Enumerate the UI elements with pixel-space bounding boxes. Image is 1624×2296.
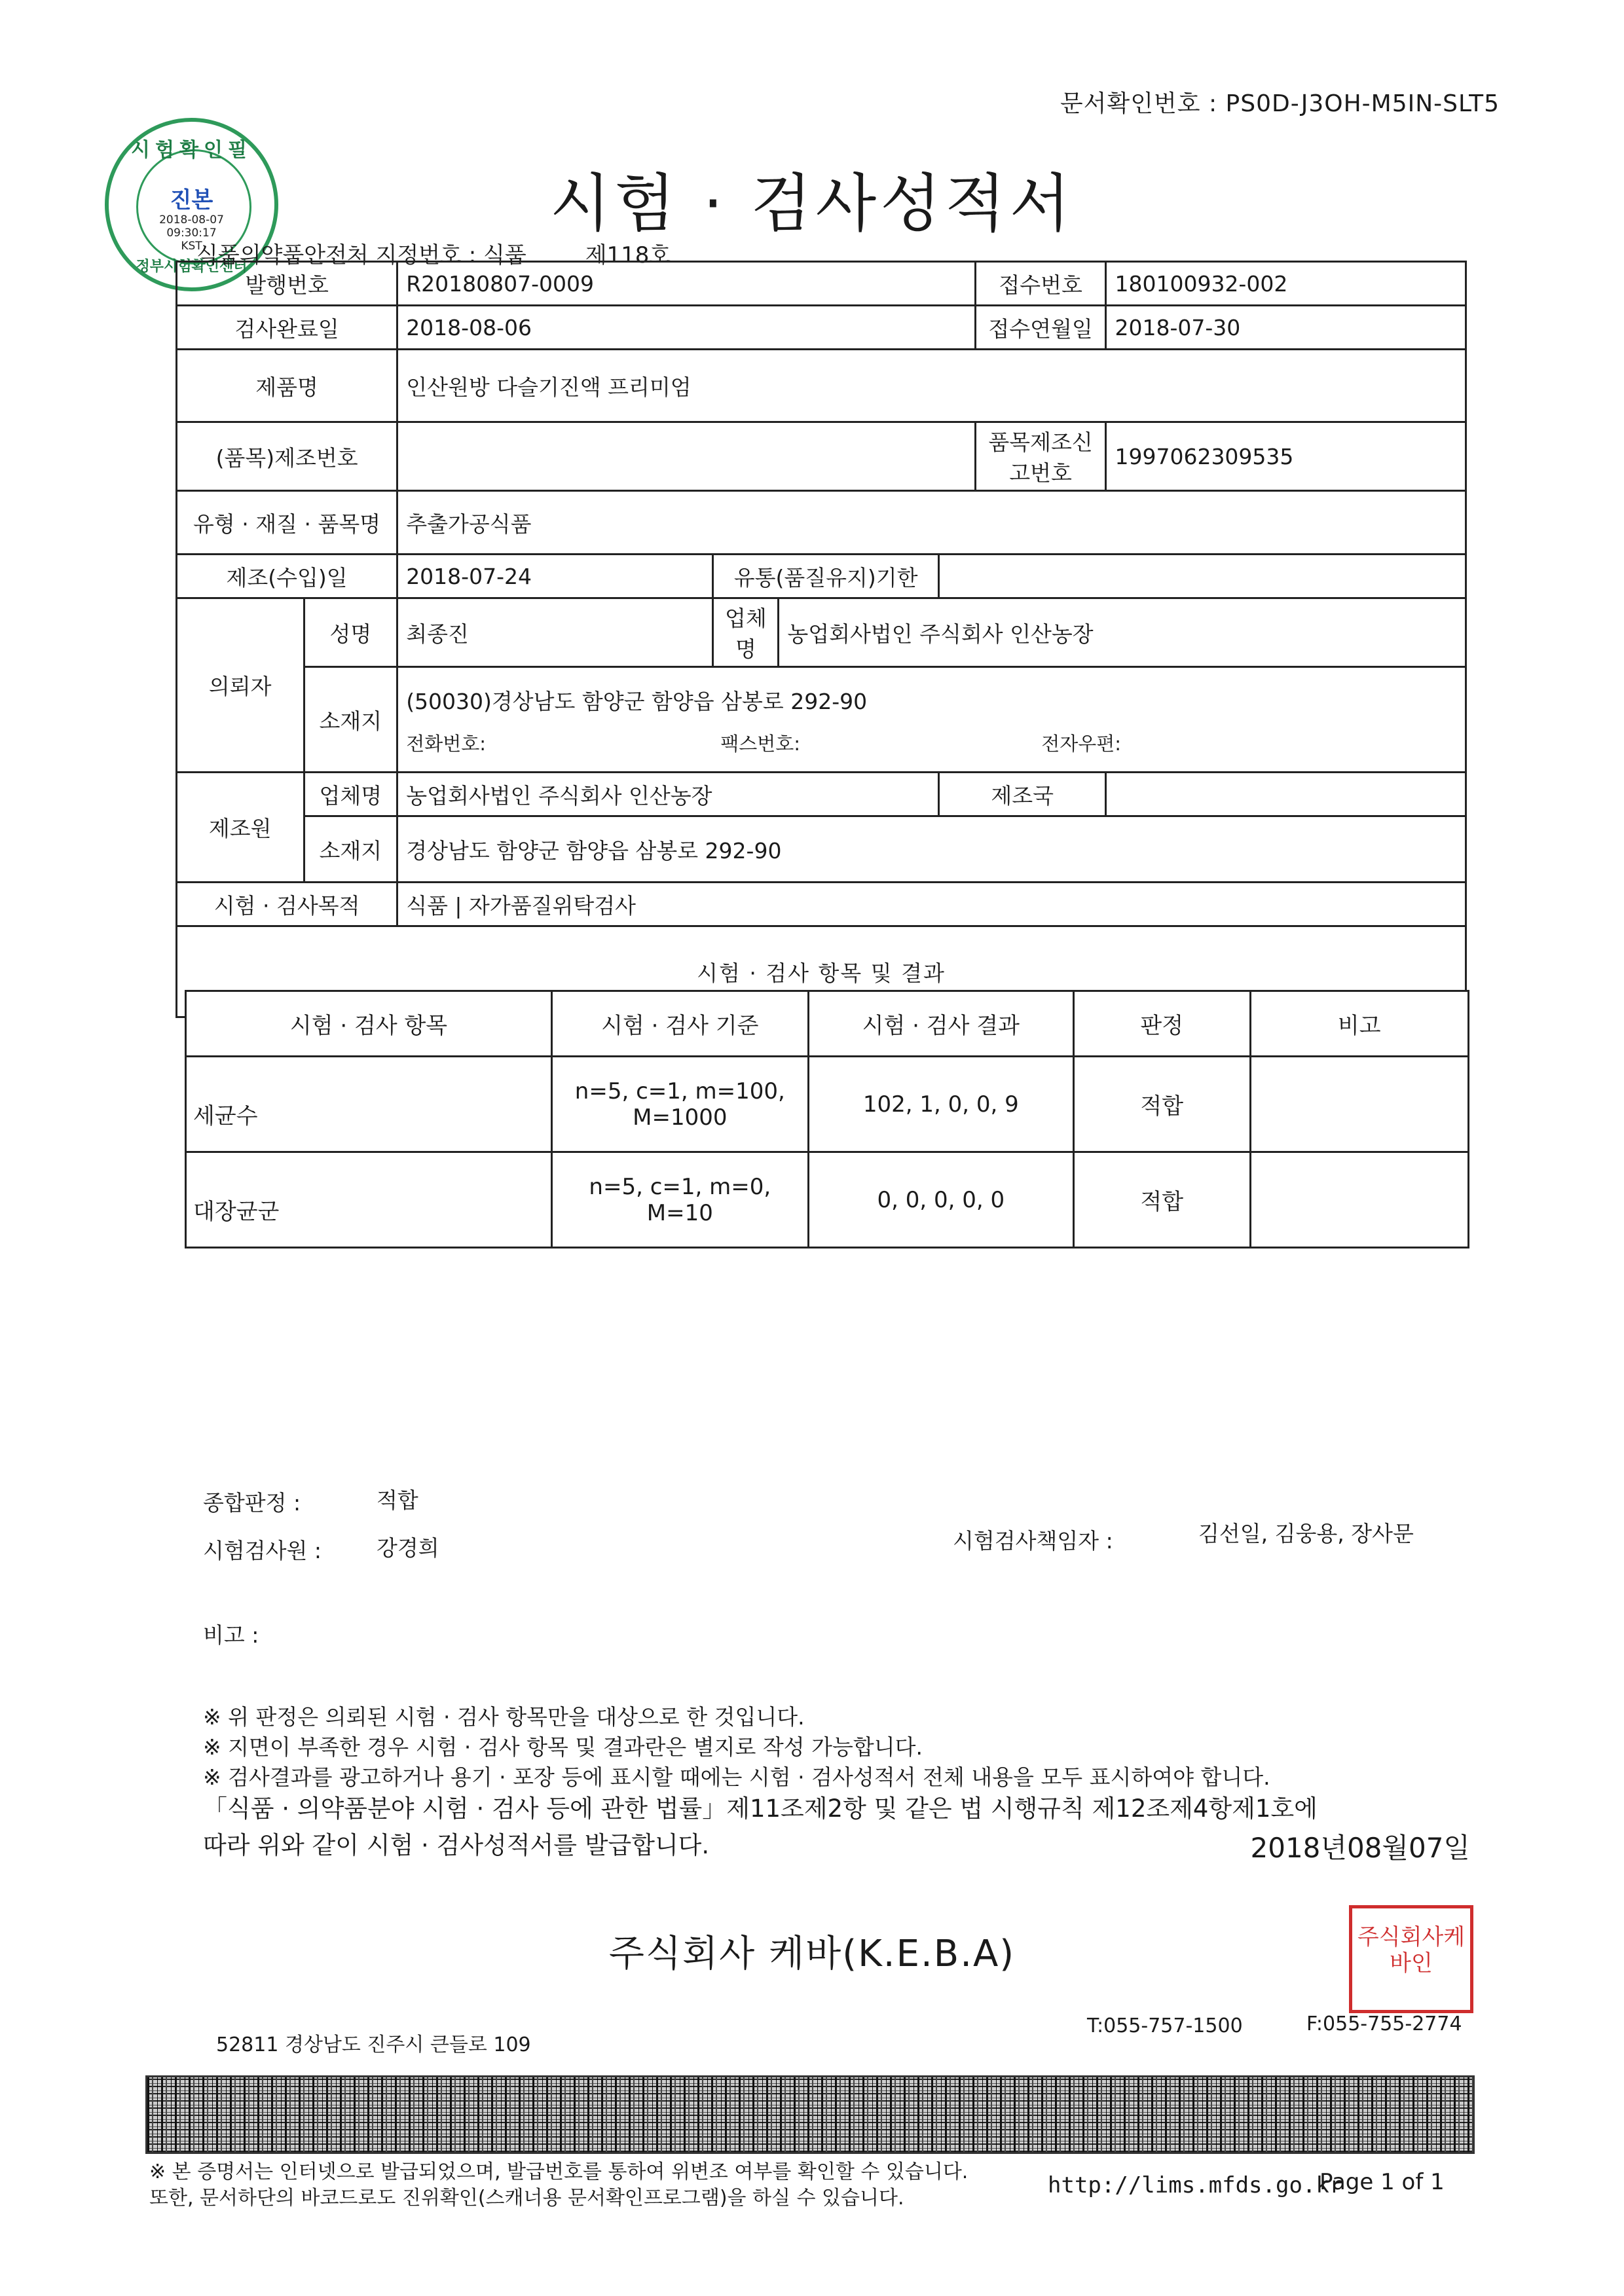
designation-number: 제118호: [585, 242, 671, 268]
row-item: 세균수: [186, 1057, 552, 1152]
client-location-label: 소재지: [304, 667, 397, 773]
info-table: [175, 261, 1467, 1018]
receipt-date-label: 접수연월일: [975, 306, 1106, 350]
note-line: ※ 검사결과를 광고하거나 용기 · 포장 등에 표시할 때에는 시험 · 검사성적서 전체 내용을 모두 표시하여야 합니다.: [203, 1764, 1270, 1790]
inspector-label: 시험검사원 :: [203, 1538, 322, 1563]
product-name-value: 인산원방 다슬기진액 프리미엄: [397, 350, 1466, 422]
manufacture-date-value: 2018-07-24: [397, 555, 713, 598]
row-verdict: 적합: [1073, 1152, 1250, 1248]
note-line: ※ 지면이 부족한 경우 시험 · 검사 항목 및 결과란은 별지로 작성 가능합니다.: [203, 1734, 923, 1760]
issuer-tel: T:055-757-1500: [1087, 2014, 1243, 2037]
country-label: 제조국: [938, 773, 1106, 816]
purpose-label: 시험 · 검사목적: [177, 883, 397, 926]
seal-main-text: 진본: [170, 187, 213, 213]
header-note: 비고: [1250, 991, 1468, 1057]
law-line1: 「식품 · 의약품분야 시험 · 검사 등에 관한 법률」제11조제2항 및 같은 법 시행규칙 제12조제4항제1호에: [203, 1795, 1318, 1823]
seal-date: 2018-08-07: [159, 213, 224, 227]
designation-label: 식품의약품안전처 지정번호 : 식품: [196, 242, 526, 268]
manufacture-number-label: (품목)제조번호: [177, 422, 397, 491]
seal-bottom-text: 정부시험확인센터: [136, 259, 248, 275]
row-standard-line1: n=5, c=1, m=100,: [574, 1078, 785, 1104]
client-name-label: 성명: [304, 598, 397, 667]
footer-notice: [149, 2159, 968, 2212]
remarks-label: 비고 :: [203, 1622, 259, 1648]
client-contact-row: [406, 723, 1457, 765]
header-standard: 시험 · 검사 기준: [552, 991, 809, 1057]
header-result: 시험 · 검사 결과: [808, 991, 1073, 1057]
client-name-value: 최종진: [397, 598, 713, 667]
manager-value: 김선일, 김웅용, 장사문: [1198, 1521, 1414, 1546]
company-stamp: 주식회사케바인: [1349, 1905, 1473, 2013]
maker-location-label: 소재지: [304, 816, 397, 883]
receipt-date-value: 2018-07-30: [1106, 306, 1466, 350]
law-line2: 따라 위와 같이 시험 · 검사성적서를 발급합니다.: [203, 1831, 710, 1859]
receipt-number-value: 180100932-002: [1106, 262, 1466, 306]
client-email-label: 전자우편:: [1041, 733, 1122, 755]
seal-time: 09:30:17: [166, 227, 217, 240]
note-line: ※ 위 판정은 의뢰된 시험 · 검사 항목만을 대상으로 한 것입니다.: [203, 1704, 805, 1730]
row-standard: n=5, c=1, m=0, M=10: [552, 1152, 809, 1248]
document-barcode: [145, 2075, 1475, 2154]
completion-date-label: 검사완료일: [177, 306, 397, 350]
results-section-title: 시험 · 검사 항목 및 결과: [177, 926, 1466, 1017]
client-phone-label: 전화번호:: [406, 733, 487, 755]
header-verdict: 판정: [1073, 991, 1250, 1057]
overall-verdict-value: 적합: [377, 1487, 418, 1513]
type-value: 추출가공식품: [397, 491, 1466, 555]
footer-line1: ※ 본 증명서는 인터넷으로 발급되었으며, 발급번호를 통하여 위변조 여부를 확인할 수 있습니다.: [149, 2160, 969, 2183]
maker-company-value: 농업회사법인 주식회사 인산농장: [397, 773, 939, 816]
product-name-label: 제품명: [177, 350, 397, 422]
issuer-company: 주식회사 케바(K.E.B.A): [608, 1933, 1016, 1975]
client-address: (50030)경상남도 함양군 함양읍 삼봉로 292-90: [406, 689, 868, 714]
report-number-value: 1997062309535: [1106, 422, 1466, 491]
country-value: [1106, 773, 1466, 816]
report-number-label: 품목제조신고번호: [975, 422, 1106, 491]
issuer-address: 52811 경상남도 진주시 큰들로 109: [216, 2033, 531, 2056]
row-item: 대장균군: [186, 1152, 552, 1248]
client-fax-label: 팩스번호:: [720, 733, 801, 755]
overall-verdict-label: 종합판정 :: [203, 1490, 301, 1516]
verification-url[interactable]: http://lims.mfds.go.kr: [1048, 2172, 1343, 2198]
manufacture-date-label: 제조(수입)일: [177, 555, 397, 598]
receipt-number-label: 접수번호: [975, 262, 1106, 306]
completion-date-value: 2018-08-06: [397, 306, 976, 350]
purpose-value: 식품 | 자가품질위탁검사: [397, 883, 1466, 926]
seal-timezone: KST: [181, 240, 202, 253]
manager-label: 시험검사책임자 :: [953, 1528, 1113, 1554]
header-item: 시험 · 검사 항목: [186, 991, 552, 1057]
client-company-label: 업체명: [713, 598, 779, 667]
row-standard: [552, 1057, 809, 1152]
row-result: 102, 1, 0, 0, 9: [808, 1057, 1073, 1152]
table-row: [186, 1057, 1469, 1152]
client-address-cell: [397, 667, 1466, 773]
page-title: 시험 · 검사성적서: [549, 167, 1075, 240]
inspector-value: 강경희: [377, 1535, 439, 1561]
expiry-label: 유통(품질유지)기한: [713, 555, 938, 598]
row-standard-line2: M=1000: [633, 1104, 728, 1131]
table-row: [186, 1152, 1469, 1248]
results-table: [185, 990, 1469, 1248]
notes: [203, 1702, 1270, 1793]
document-check-number: 문서확인번호 : PS0D-J3OH-M5IN-SLT5: [1060, 90, 1500, 117]
seal-top-text: 시험확인필: [131, 139, 252, 162]
client-label: 의뢰자: [177, 598, 304, 773]
row-result: 0, 0, 0, 0, 0: [808, 1152, 1073, 1248]
maker-label: 제조원: [177, 773, 304, 883]
type-label: 유형 · 재질 · 품목명: [177, 491, 397, 555]
maker-address: 경상남도 함양군 함양읍 삼봉로 292-90: [397, 816, 1466, 883]
law-statement: [203, 1791, 1318, 1864]
row-note: [1250, 1152, 1468, 1248]
page-number: Page 1 of 1: [1320, 2169, 1445, 2195]
maker-company-label: 업체명: [304, 773, 397, 816]
row-verdict: 적합: [1073, 1057, 1250, 1152]
row-note: [1250, 1057, 1468, 1152]
expiry-value: [938, 555, 1466, 598]
issuer-fax: F:055-755-2774: [1306, 2013, 1462, 2035]
issue-number-label: 발행번호: [177, 262, 397, 306]
manufacture-number-value: [397, 422, 976, 491]
client-company-value: 농업회사법인 주식회사 인산농장: [779, 598, 1466, 667]
footer-line2: 또한, 문서하단의 바코드로도 진위확인(스캐너용 문서확인프로그램)을 하실 수 있습니다.: [149, 2187, 904, 2210]
issue-number-value: R20180807-0009: [397, 262, 976, 306]
issue-date: 2018년08월07일: [1250, 1832, 1470, 1864]
